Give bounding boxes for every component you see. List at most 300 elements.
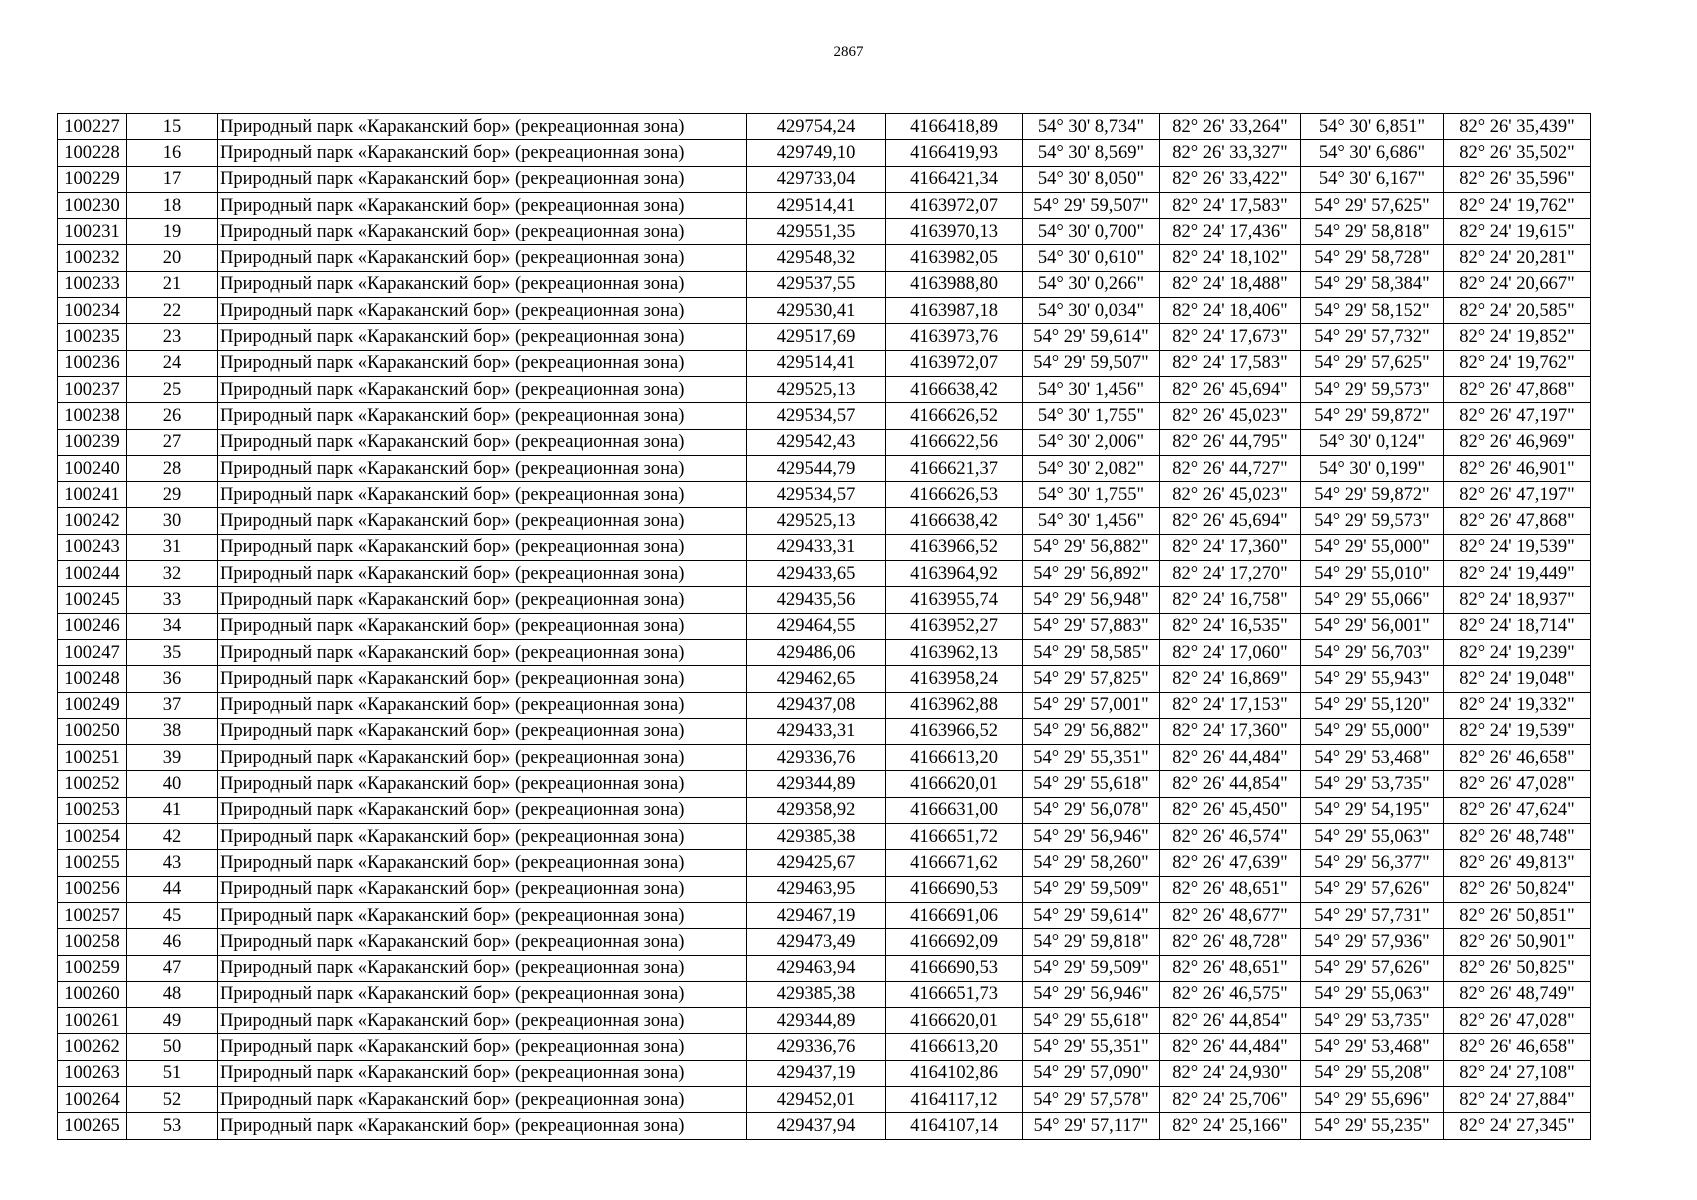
longitude-2-cell: 82° 24' 20,667" (1444, 271, 1591, 297)
latitude-1-cell: 54° 29' 56,946" (1023, 981, 1160, 1007)
latitude-1-cell: 54° 30' 8,569" (1023, 140, 1160, 166)
longitude-1-cell: 82° 24' 24,930" (1160, 1060, 1301, 1086)
row-id-cell: 100230 (58, 192, 127, 218)
latitude-2-cell: 54° 29' 56,001" (1301, 613, 1444, 639)
longitude-2-cell: 82° 24' 27,345" (1444, 1113, 1591, 1139)
point-number-cell: 15 (127, 114, 218, 140)
row-id-cell: 100254 (58, 824, 127, 850)
zone-name-cell: Природный парк «Караканский бор» (рекреационная зона) (218, 1034, 747, 1060)
coord-y-cell: 4163964,92 (886, 561, 1023, 587)
point-number-cell: 47 (127, 955, 218, 981)
point-number-cell: 45 (127, 902, 218, 928)
zone-name-cell: Природный парк «Караканский бор» (рекреационная зона) (218, 745, 747, 771)
longitude-1-cell: 82° 24' 17,583" (1160, 350, 1301, 376)
longitude-2-cell: 82° 24' 19,539" (1444, 534, 1591, 560)
point-number-cell: 42 (127, 824, 218, 850)
latitude-1-cell: 54° 29' 59,507" (1023, 350, 1160, 376)
zone-name-cell: Природный парк «Караканский бор» (рекреационная зона) (218, 1008, 747, 1034)
latitude-1-cell: 54° 29' 59,509" (1023, 876, 1160, 902)
point-number-cell: 30 (127, 508, 218, 534)
latitude-2-cell: 54° 29' 59,872" (1301, 482, 1444, 508)
longitude-1-cell: 82° 24' 17,360" (1160, 718, 1301, 744)
latitude-1-cell: 54° 29' 55,618" (1023, 771, 1160, 797)
longitude-1-cell: 82° 26' 45,023" (1160, 482, 1301, 508)
row-id-cell: 100251 (58, 745, 127, 771)
longitude-2-cell: 82° 26' 47,197" (1444, 482, 1591, 508)
point-number-cell: 27 (127, 429, 218, 455)
longitude-2-cell: 82° 26' 35,596" (1444, 166, 1591, 192)
latitude-1-cell: 54° 29' 56,946" (1023, 824, 1160, 850)
latitude-2-cell: 54° 29' 58,818" (1301, 219, 1444, 245)
latitude-1-cell: 54° 30' 8,734" (1023, 114, 1160, 140)
table-row (58, 561, 1591, 587)
longitude-1-cell: 82° 26' 45,023" (1160, 403, 1301, 429)
table-row (58, 114, 1591, 140)
latitude-1-cell: 54° 29' 59,507" (1023, 192, 1160, 218)
coord-x-cell: 429358,92 (747, 797, 886, 823)
coord-y-cell: 4166691,06 (886, 902, 1023, 928)
zone-name-cell: Природный парк «Караканский бор» (рекреационная зона) (218, 981, 747, 1007)
longitude-1-cell: 82° 24' 17,583" (1160, 192, 1301, 218)
row-id-cell: 100241 (58, 482, 127, 508)
coord-x-cell: 429336,76 (747, 1034, 886, 1060)
zone-name-cell: Природный парк «Караканский бор» (рекреационная зона) (218, 166, 747, 192)
longitude-2-cell: 82° 26' 50,851" (1444, 902, 1591, 928)
latitude-2-cell: 54° 30' 0,124" (1301, 429, 1444, 455)
latitude-1-cell: 54° 30' 1,456" (1023, 376, 1160, 402)
longitude-2-cell: 82° 26' 50,824" (1444, 876, 1591, 902)
latitude-1-cell: 54° 29' 56,882" (1023, 534, 1160, 560)
coordinates-table (57, 113, 1591, 1140)
longitude-2-cell: 82° 24' 19,615" (1444, 219, 1591, 245)
zone-name-cell: Природный парк «Караканский бор» (рекреационная зона) (218, 692, 747, 718)
row-id-cell: 100240 (58, 455, 127, 481)
point-number-cell: 29 (127, 482, 218, 508)
latitude-2-cell: 54° 29' 56,703" (1301, 639, 1444, 665)
table-row (58, 1086, 1591, 1112)
latitude-2-cell: 54° 29' 57,936" (1301, 929, 1444, 955)
coord-y-cell: 4166690,53 (886, 955, 1023, 981)
zone-name-cell: Природный парк «Караканский бор» (рекреационная зона) (218, 114, 747, 140)
latitude-2-cell: 54° 29' 57,626" (1301, 876, 1444, 902)
latitude-1-cell: 54° 29' 59,509" (1023, 955, 1160, 981)
longitude-1-cell: 82° 26' 45,694" (1160, 508, 1301, 534)
table-row (58, 1008, 1591, 1034)
longitude-1-cell: 82° 26' 45,694" (1160, 376, 1301, 402)
row-id-cell: 100237 (58, 376, 127, 402)
row-id-cell: 100248 (58, 666, 127, 692)
coord-y-cell: 4163966,52 (886, 534, 1023, 560)
table-row (58, 192, 1591, 218)
latitude-1-cell: 54° 29' 56,078" (1023, 797, 1160, 823)
table-row (58, 876, 1591, 902)
latitude-1-cell: 54° 29' 57,578" (1023, 1086, 1160, 1112)
coord-y-cell: 4166671,62 (886, 850, 1023, 876)
longitude-1-cell: 82° 26' 46,574" (1160, 824, 1301, 850)
latitude-1-cell: 54° 30' 1,456" (1023, 508, 1160, 534)
table-row (58, 1034, 1591, 1060)
coord-x-cell: 429433,31 (747, 534, 886, 560)
row-id-cell: 100250 (58, 718, 127, 744)
coord-y-cell: 4166626,53 (886, 482, 1023, 508)
coord-y-cell: 4166638,42 (886, 508, 1023, 534)
coord-x-cell: 429548,32 (747, 245, 886, 271)
zone-name-cell: Природный парк «Караканский бор» (рекреационная зона) (218, 850, 747, 876)
latitude-2-cell: 54° 29' 55,943" (1301, 666, 1444, 692)
point-number-cell: 33 (127, 587, 218, 613)
longitude-1-cell: 82° 24' 17,060" (1160, 639, 1301, 665)
latitude-2-cell: 54° 29' 55,208" (1301, 1060, 1444, 1086)
table-row (58, 166, 1591, 192)
row-id-cell: 100234 (58, 298, 127, 324)
table-row (58, 955, 1591, 981)
longitude-2-cell: 82° 26' 48,749" (1444, 981, 1591, 1007)
zone-name-cell: Природный парк «Караканский бор» (рекреационная зона) (218, 534, 747, 560)
longitude-2-cell: 82° 26' 48,748" (1444, 824, 1591, 850)
latitude-1-cell: 54° 29' 57,117" (1023, 1113, 1160, 1139)
latitude-2-cell: 54° 29' 55,000" (1301, 718, 1444, 744)
table-row (58, 692, 1591, 718)
longitude-2-cell: 82° 26' 49,813" (1444, 850, 1591, 876)
coord-y-cell: 4163962,13 (886, 639, 1023, 665)
row-id-cell: 100228 (58, 140, 127, 166)
row-id-cell: 100243 (58, 534, 127, 560)
coord-x-cell: 429534,57 (747, 482, 886, 508)
coord-x-cell: 429463,94 (747, 955, 886, 981)
row-id-cell: 100257 (58, 902, 127, 928)
coord-y-cell: 4164107,14 (886, 1113, 1023, 1139)
longitude-2-cell: 82° 24' 20,585" (1444, 298, 1591, 324)
longitude-1-cell: 82° 24' 18,488" (1160, 271, 1301, 297)
latitude-1-cell: 54° 30' 0,034" (1023, 298, 1160, 324)
latitude-2-cell: 54° 29' 53,735" (1301, 771, 1444, 797)
row-id-cell: 100253 (58, 797, 127, 823)
point-number-cell: 37 (127, 692, 218, 718)
latitude-2-cell: 54° 29' 55,063" (1301, 981, 1444, 1007)
zone-name-cell: Природный парк «Караканский бор» (рекреационная зона) (218, 403, 747, 429)
row-id-cell: 100265 (58, 1113, 127, 1139)
longitude-1-cell: 82° 24' 16,535" (1160, 613, 1301, 639)
coord-y-cell: 4163973,76 (886, 324, 1023, 350)
coord-y-cell: 4166651,73 (886, 981, 1023, 1007)
latitude-2-cell: 54° 29' 55,063" (1301, 824, 1444, 850)
longitude-1-cell: 82° 24' 16,758" (1160, 587, 1301, 613)
point-number-cell: 18 (127, 192, 218, 218)
coord-y-cell: 4166620,01 (886, 1008, 1023, 1034)
coord-x-cell: 429542,43 (747, 429, 886, 455)
zone-name-cell: Природный парк «Караканский бор» (рекреационная зона) (218, 824, 747, 850)
point-number-cell: 52 (127, 1086, 218, 1112)
longitude-1-cell: 82° 24' 16,869" (1160, 666, 1301, 692)
table-row (58, 219, 1591, 245)
table-row (58, 902, 1591, 928)
table-row (58, 324, 1591, 350)
coord-x-cell: 429344,89 (747, 1008, 886, 1034)
longitude-1-cell: 82° 26' 48,651" (1160, 876, 1301, 902)
coord-x-cell: 429433,31 (747, 718, 886, 744)
longitude-1-cell: 82° 24' 25,166" (1160, 1113, 1301, 1139)
row-id-cell: 100231 (58, 219, 127, 245)
longitude-1-cell: 82° 26' 44,795" (1160, 429, 1301, 455)
latitude-1-cell: 54° 30' 1,755" (1023, 403, 1160, 429)
table-row (58, 981, 1591, 1007)
latitude-1-cell: 54° 29' 57,825" (1023, 666, 1160, 692)
zone-name-cell: Природный парк «Караканский бор» (рекреационная зона) (218, 508, 747, 534)
longitude-1-cell: 82° 26' 46,575" (1160, 981, 1301, 1007)
point-number-cell: 32 (127, 561, 218, 587)
coord-x-cell: 429534,57 (747, 403, 886, 429)
longitude-1-cell: 82° 26' 44,727" (1160, 455, 1301, 481)
latitude-1-cell: 54° 29' 59,614" (1023, 902, 1160, 928)
coord-x-cell: 429462,65 (747, 666, 886, 692)
longitude-2-cell: 82° 26' 47,624" (1444, 797, 1591, 823)
coord-y-cell: 4163962,88 (886, 692, 1023, 718)
coord-y-cell: 4166631,00 (886, 797, 1023, 823)
zone-name-cell: Природный парк «Караканский бор» (рекреационная зона) (218, 271, 747, 297)
longitude-1-cell: 82° 24' 17,360" (1160, 534, 1301, 560)
point-number-cell: 38 (127, 718, 218, 744)
point-number-cell: 49 (127, 1008, 218, 1034)
zone-name-cell: Природный парк «Караканский бор» (рекреационная зона) (218, 902, 747, 928)
longitude-2-cell: 82° 24' 19,539" (1444, 718, 1591, 744)
coord-y-cell: 4164102,86 (886, 1060, 1023, 1086)
latitude-2-cell: 54° 29' 53,468" (1301, 1034, 1444, 1060)
zone-name-cell: Природный парк «Караканский бор» (рекреационная зона) (218, 482, 747, 508)
latitude-1-cell: 54° 30' 0,700" (1023, 219, 1160, 245)
longitude-1-cell: 82° 26' 48,651" (1160, 955, 1301, 981)
latitude-2-cell: 54° 29' 59,872" (1301, 403, 1444, 429)
point-number-cell: 46 (127, 929, 218, 955)
longitude-1-cell: 82° 26' 44,484" (1160, 1034, 1301, 1060)
longitude-1-cell: 82° 24' 17,153" (1160, 692, 1301, 718)
latitude-2-cell: 54° 29' 59,573" (1301, 376, 1444, 402)
coord-x-cell: 429486,06 (747, 639, 886, 665)
table-row (58, 429, 1591, 455)
coord-y-cell: 4166692,09 (886, 929, 1023, 955)
coord-x-cell: 429385,38 (747, 981, 886, 1007)
coord-y-cell: 4166690,53 (886, 876, 1023, 902)
row-id-cell: 100247 (58, 639, 127, 665)
point-number-cell: 23 (127, 324, 218, 350)
zone-name-cell: Природный парк «Караканский бор» (рекреационная зона) (218, 771, 747, 797)
row-id-cell: 100229 (58, 166, 127, 192)
row-id-cell: 100256 (58, 876, 127, 902)
table-row (58, 508, 1591, 534)
latitude-1-cell: 54° 30' 0,266" (1023, 271, 1160, 297)
table-row (58, 1113, 1591, 1139)
zone-name-cell: Природный парк «Караканский бор» (рекреационная зона) (218, 929, 747, 955)
longitude-2-cell: 82° 26' 47,028" (1444, 1008, 1591, 1034)
longitude-2-cell: 82° 26' 46,969" (1444, 429, 1591, 455)
point-number-cell: 48 (127, 981, 218, 1007)
coord-y-cell: 4163972,07 (886, 192, 1023, 218)
latitude-2-cell: 54° 29' 55,235" (1301, 1113, 1444, 1139)
latitude-1-cell: 54° 30' 1,755" (1023, 482, 1160, 508)
latitude-2-cell: 54° 29' 57,732" (1301, 324, 1444, 350)
row-id-cell: 100263 (58, 1060, 127, 1086)
row-id-cell: 100238 (58, 403, 127, 429)
longitude-1-cell: 82° 24' 17,436" (1160, 219, 1301, 245)
coord-y-cell: 4163958,24 (886, 666, 1023, 692)
latitude-2-cell: 54° 29' 58,384" (1301, 271, 1444, 297)
table-row (58, 403, 1591, 429)
table-row (58, 140, 1591, 166)
latitude-1-cell: 54° 29' 57,001" (1023, 692, 1160, 718)
longitude-2-cell: 82° 26' 47,868" (1444, 376, 1591, 402)
coord-y-cell: 4166620,01 (886, 771, 1023, 797)
longitude-2-cell: 82° 24' 19,762" (1444, 192, 1591, 218)
zone-name-cell: Природный парк «Караканский бор» (рекреационная зона) (218, 429, 747, 455)
longitude-2-cell: 82° 26' 46,901" (1444, 455, 1591, 481)
latitude-2-cell: 54° 29' 53,735" (1301, 1008, 1444, 1034)
longitude-1-cell: 82° 26' 44,854" (1160, 771, 1301, 797)
latitude-1-cell: 54° 29' 55,618" (1023, 1008, 1160, 1034)
coord-x-cell: 429551,35 (747, 219, 886, 245)
row-id-cell: 100264 (58, 1086, 127, 1112)
latitude-1-cell: 54° 29' 59,614" (1023, 324, 1160, 350)
coord-x-cell: 429754,24 (747, 114, 886, 140)
longitude-2-cell: 82° 24' 19,762" (1444, 350, 1591, 376)
row-id-cell: 100233 (58, 271, 127, 297)
point-number-cell: 25 (127, 376, 218, 402)
row-id-cell: 100244 (58, 561, 127, 587)
point-number-cell: 35 (127, 639, 218, 665)
longitude-1-cell: 82° 24' 17,673" (1160, 324, 1301, 350)
zone-name-cell: Природный парк «Караканский бор» (рекреационная зона) (218, 350, 747, 376)
point-number-cell: 28 (127, 455, 218, 481)
coord-x-cell: 429437,94 (747, 1113, 886, 1139)
coord-y-cell: 4163966,52 (886, 718, 1023, 744)
longitude-2-cell: 82° 26' 47,868" (1444, 508, 1591, 534)
coord-y-cell: 4166421,34 (886, 166, 1023, 192)
point-number-cell: 36 (127, 666, 218, 692)
table-body (58, 114, 1591, 1140)
longitude-2-cell: 82° 24' 19,449" (1444, 561, 1591, 587)
longitude-2-cell: 82° 24' 18,714" (1444, 613, 1591, 639)
coord-x-cell: 429437,08 (747, 692, 886, 718)
longitude-2-cell: 82° 24' 27,108" (1444, 1060, 1591, 1086)
point-number-cell: 34 (127, 613, 218, 639)
point-number-cell: 17 (127, 166, 218, 192)
longitude-2-cell: 82° 24' 27,884" (1444, 1086, 1591, 1112)
table-row (58, 534, 1591, 560)
latitude-2-cell: 54° 29' 57,731" (1301, 902, 1444, 928)
table-row (58, 587, 1591, 613)
coord-y-cell: 4163982,05 (886, 245, 1023, 271)
longitude-2-cell: 82° 26' 50,825" (1444, 955, 1591, 981)
table-row (58, 929, 1591, 955)
longitude-1-cell: 82° 24' 25,706" (1160, 1086, 1301, 1112)
coord-y-cell: 4166419,93 (886, 140, 1023, 166)
row-id-cell: 100239 (58, 429, 127, 455)
zone-name-cell: Природный парк «Караканский бор» (рекреационная зона) (218, 613, 747, 639)
latitude-2-cell: 54° 29' 55,066" (1301, 587, 1444, 613)
longitude-1-cell: 82° 26' 33,327" (1160, 140, 1301, 166)
longitude-1-cell: 82° 26' 33,422" (1160, 166, 1301, 192)
coord-y-cell: 4166626,52 (886, 403, 1023, 429)
point-number-cell: 19 (127, 219, 218, 245)
row-id-cell: 100261 (58, 1008, 127, 1034)
longitude-1-cell: 82° 26' 33,264" (1160, 114, 1301, 140)
coord-y-cell: 4166613,20 (886, 745, 1023, 771)
coord-x-cell: 429425,67 (747, 850, 886, 876)
point-number-cell: 26 (127, 403, 218, 429)
latitude-2-cell: 54° 29' 55,010" (1301, 561, 1444, 587)
zone-name-cell: Природный парк «Караканский бор» (рекреационная зона) (218, 219, 747, 245)
coord-x-cell: 429435,56 (747, 587, 886, 613)
longitude-2-cell: 82° 24' 19,852" (1444, 324, 1591, 350)
point-number-cell: 50 (127, 1034, 218, 1060)
point-number-cell: 43 (127, 850, 218, 876)
coord-x-cell: 429452,01 (747, 1086, 886, 1112)
longitude-2-cell: 82° 24' 19,048" (1444, 666, 1591, 692)
zone-name-cell: Природный парк «Караканский бор» (рекреационная зона) (218, 666, 747, 692)
latitude-2-cell: 54° 29' 55,000" (1301, 534, 1444, 560)
coord-y-cell: 4163988,80 (886, 271, 1023, 297)
coord-x-cell: 429733,04 (747, 166, 886, 192)
latitude-2-cell: 54° 29' 58,728" (1301, 245, 1444, 271)
latitude-2-cell: 54° 29' 54,195" (1301, 797, 1444, 823)
zone-name-cell: Природный парк «Караканский бор» (рекреационная зона) (218, 1060, 747, 1086)
longitude-1-cell: 82° 26' 44,484" (1160, 745, 1301, 771)
latitude-2-cell: 54° 29' 58,152" (1301, 298, 1444, 324)
row-id-cell: 100262 (58, 1034, 127, 1060)
row-id-cell: 100227 (58, 114, 127, 140)
longitude-2-cell: 82° 26' 35,439" (1444, 114, 1591, 140)
row-id-cell: 100260 (58, 981, 127, 1007)
coord-x-cell: 429385,38 (747, 824, 886, 850)
latitude-2-cell: 54° 29' 57,626" (1301, 955, 1444, 981)
table-row (58, 350, 1591, 376)
row-id-cell: 100249 (58, 692, 127, 718)
coord-y-cell: 4164117,12 (886, 1086, 1023, 1112)
coord-y-cell: 4166418,89 (886, 114, 1023, 140)
point-number-cell: 20 (127, 245, 218, 271)
latitude-2-cell: 54° 29' 56,377" (1301, 850, 1444, 876)
coord-y-cell: 4163987,18 (886, 298, 1023, 324)
zone-name-cell: Природный парк «Караканский бор» (рекреационная зона) (218, 561, 747, 587)
point-number-cell: 40 (127, 771, 218, 797)
latitude-1-cell: 54° 29' 57,883" (1023, 613, 1160, 639)
coord-x-cell: 429467,19 (747, 902, 886, 928)
latitude-2-cell: 54° 29' 53,468" (1301, 745, 1444, 771)
longitude-2-cell: 82° 24' 19,332" (1444, 692, 1591, 718)
zone-name-cell: Природный парк «Караканский бор» (рекреационная зона) (218, 376, 747, 402)
row-id-cell: 100232 (58, 245, 127, 271)
longitude-1-cell: 82° 26' 48,728" (1160, 929, 1301, 955)
longitude-1-cell: 82° 24' 18,102" (1160, 245, 1301, 271)
table-row (58, 824, 1591, 850)
point-number-cell: 24 (127, 350, 218, 376)
latitude-1-cell: 54° 30' 8,050" (1023, 166, 1160, 192)
latitude-1-cell: 54° 29' 56,882" (1023, 718, 1160, 744)
point-number-cell: 31 (127, 534, 218, 560)
longitude-2-cell: 82° 24' 20,281" (1444, 245, 1591, 271)
coord-x-cell: 429514,41 (747, 192, 886, 218)
latitude-2-cell: 54° 29' 57,625" (1301, 350, 1444, 376)
zone-name-cell: Природный парк «Караканский бор» (рекреационная зона) (218, 718, 747, 744)
longitude-1-cell: 82° 26' 47,639" (1160, 850, 1301, 876)
latitude-1-cell: 54° 29' 58,585" (1023, 639, 1160, 665)
coord-y-cell: 4163970,13 (886, 219, 1023, 245)
table-row (58, 771, 1591, 797)
coord-x-cell: 429463,95 (747, 876, 886, 902)
latitude-2-cell: 54° 29' 55,696" (1301, 1086, 1444, 1112)
table-row (58, 718, 1591, 744)
row-id-cell: 100255 (58, 850, 127, 876)
longitude-2-cell: 82° 24' 18,937" (1444, 587, 1591, 613)
coord-x-cell: 429525,13 (747, 508, 886, 534)
